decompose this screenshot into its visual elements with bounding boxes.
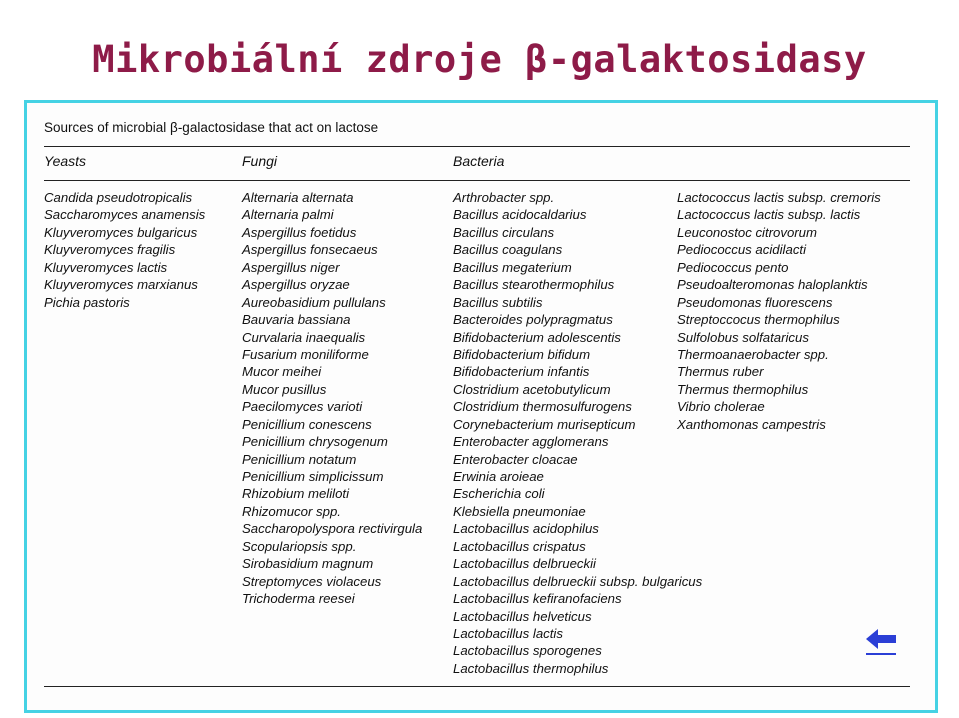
list-item: Clostridium acetobutylicum	[453, 381, 611, 397]
list-item: Saccharomyces anamensis	[44, 207, 206, 223]
bottom-rule	[44, 686, 910, 687]
list-item: Lactobacillus kefiranofaciens	[453, 591, 622, 607]
back-link[interactable]	[862, 624, 900, 658]
list-item: Lactococcus lactis subsp. cremoris	[677, 190, 881, 205]
list-item: Penicillium chrysogenum	[242, 434, 388, 450]
list-item: Bacillus subtilis	[453, 294, 543, 310]
list-item: Mucor meihei	[242, 364, 322, 380]
list-item: Pediococcus acidilacti	[677, 242, 807, 258]
list-item: Rhizobium meliloti	[242, 486, 350, 502]
list-item: Corynebacterium murisepticum	[453, 416, 636, 432]
bacteria-list-1	[453, 189, 702, 677]
list-item: Sulfolobus solfataricus	[677, 329, 809, 345]
list-item: Kluyveromyces lactis	[44, 259, 168, 275]
list-item: Lactobacillus delbrueckii	[453, 556, 596, 572]
list-item: Kluyveromyces marxianus	[44, 277, 198, 293]
list-item: Pseudomonas fluorescens	[677, 294, 833, 310]
list-item: Fusarium moniliforme	[242, 346, 369, 362]
list-item: Aspergillus oryzae	[242, 277, 350, 293]
list-item: Enterobacter agglomerans	[453, 434, 609, 450]
header-rule	[44, 180, 910, 181]
list-item: Trichoderma reesei	[242, 591, 355, 607]
column-header-bacteria: Bacteria	[453, 153, 505, 169]
list-item: Lactobacillus acidophilus	[453, 521, 599, 537]
list-item: Sirobasidium magnum	[242, 556, 374, 572]
list-item: Escherichia coli	[453, 486, 545, 502]
list-item: Leuconostoc citrovorum	[677, 224, 818, 240]
list-item: Aspergillus foetidus	[242, 224, 357, 240]
list-item: Aspergillus fonsecaeus	[242, 242, 378, 258]
column-header-yeasts: Yeasts	[44, 153, 87, 169]
list-item: Enterobacter cloacae	[453, 451, 578, 467]
table-title: Sources of microbial β-galactosidase that act on lactose	[44, 120, 379, 135]
list-item: Arthrobacter spp.	[453, 190, 555, 205]
bacteria-list-2	[677, 189, 881, 433]
list-item: Lactobacillus sporogenes	[453, 643, 602, 659]
list-item: Lactobacillus helveticus	[453, 608, 592, 624]
list-item: Bauvaria bassiana	[242, 312, 351, 328]
list-item: Curvalaria inaequalis	[242, 329, 366, 345]
fungi-list	[242, 189, 422, 608]
list-item: Streptoccocus thermophilus	[677, 312, 840, 328]
list-item: Alternaria alternata	[242, 190, 354, 205]
list-item: Lactobacillus lactis	[453, 625, 563, 641]
list-item: Alternaria palmi	[242, 207, 334, 223]
top-rule	[44, 146, 910, 147]
list-item: Paecilomyces varioti	[242, 399, 363, 415]
list-item: Klebsiella pneumoniae	[453, 503, 586, 519]
list-item: Streptomyces violaceus	[242, 573, 382, 589]
list-item: Bacillus megaterium	[453, 259, 572, 275]
list-item: Lactobacillus crispatus	[453, 538, 586, 554]
list-item: Penicillium notatum	[242, 451, 357, 467]
list-item: Aureobasidium pullulans	[242, 294, 386, 310]
list-item: Pediococcus pento	[677, 259, 789, 275]
list-item: Penicillium conescens	[242, 416, 372, 432]
list-item: Pseudoalteromonas haloplanktis	[677, 277, 868, 293]
list-item: Rhizomucor spp.	[242, 503, 341, 519]
list-item: Kluyveromyces bulgaricus	[44, 224, 198, 240]
list-item: Mucor pusillus	[242, 381, 327, 397]
list-item: Lactobacillus thermophilus	[453, 660, 609, 676]
list-item: Lactococcus lactis subsp. lactis	[677, 207, 861, 223]
list-item: Candida pseudotropicalis	[44, 190, 193, 205]
list-item: Thermoanaerobacter spp.	[677, 346, 829, 362]
yeasts-list	[44, 189, 205, 311]
list-item: Thermus ruber	[677, 364, 764, 380]
list-item: Clostridium thermosulfurogens	[453, 399, 632, 415]
list-item: Bifidobacterium adolescentis	[453, 329, 621, 345]
list-item: Lactobacillus delbrueckii subsp. bulgaricus	[453, 573, 703, 589]
list-item: Aspergillus niger	[242, 259, 340, 275]
column-header-fungi: Fungi	[242, 153, 278, 169]
list-item: Erwinia aroieae	[453, 469, 544, 484]
list-item: Bacillus circulans	[453, 224, 555, 240]
list-item: Scopulariopsis spp.	[242, 538, 357, 554]
list-item: Xanthomonas campestris	[677, 416, 826, 432]
list-item: Bifidobacterium infantis	[453, 364, 590, 380]
list-item: Pichia pastoris	[44, 294, 130, 310]
list-item: Saccharopolyspora rectivirgula	[242, 521, 423, 537]
list-item: Bacteroides polypragmatus	[453, 312, 613, 328]
list-item: Vibrio cholerae	[677, 399, 765, 415]
list-item: Penicillium simplicissum	[242, 469, 384, 484]
slide-title: Mikrobiální zdroje β-galaktosidasy	[92, 38, 867, 81]
list-item: Kluyveromyces fragilis	[44, 242, 176, 258]
back-arrow-icon	[862, 624, 900, 658]
list-item: Bacillus coagulans	[453, 242, 563, 258]
list-item: Bifidobacterium bifidum	[453, 346, 591, 362]
list-item: Bacillus acidocaldarius	[453, 207, 587, 223]
list-item: Bacillus stearothermophilus	[453, 277, 615, 293]
list-item: Thermus thermophilus	[677, 381, 809, 397]
